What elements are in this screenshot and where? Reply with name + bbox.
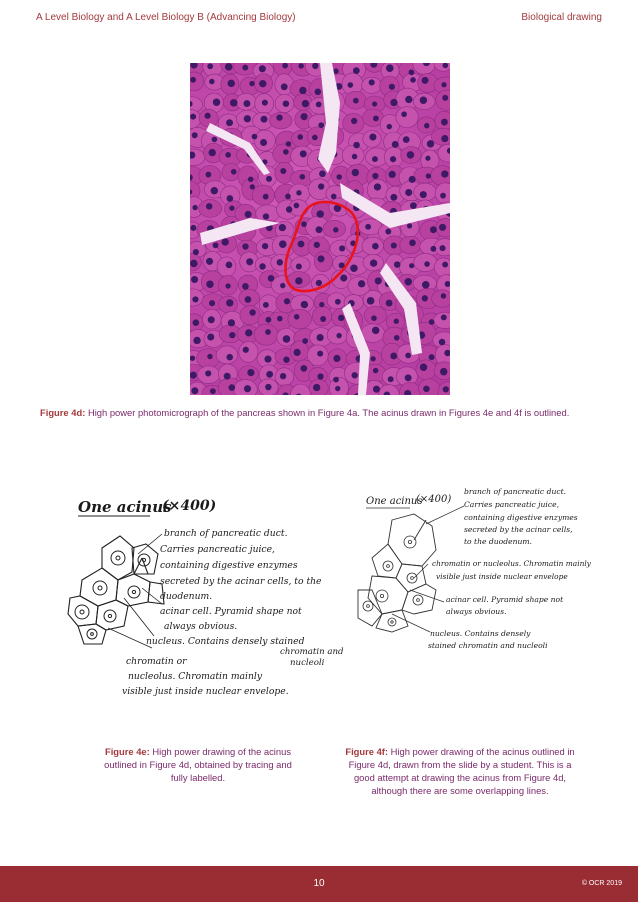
nucleus <box>358 280 365 287</box>
nucleus <box>206 258 213 265</box>
nucleus <box>265 329 271 335</box>
nucleus <box>315 88 322 95</box>
nucleus <box>423 386 430 393</box>
nucleus <box>208 316 215 323</box>
figure-4f-drawing <box>352 480 614 666</box>
nucleus <box>192 205 197 210</box>
nucleus <box>440 193 446 199</box>
nucleus <box>386 300 393 307</box>
nucleus <box>430 226 437 233</box>
nucleus <box>442 262 448 268</box>
nucleus <box>226 119 233 126</box>
nucleus <box>277 316 283 322</box>
nucleus <box>390 353 397 360</box>
nucleus <box>301 301 308 308</box>
nucleus <box>300 150 307 157</box>
tissue-cell <box>216 346 238 364</box>
nucleus <box>260 139 267 146</box>
nucleus <box>439 339 446 346</box>
nucleus <box>277 259 283 265</box>
nuclei-4f <box>363 536 423 626</box>
nucleus <box>316 226 323 233</box>
nucleus <box>372 101 377 106</box>
nucleus <box>301 221 307 227</box>
label-nucleus-1: nucleus. Contains densely stained <box>146 636 305 647</box>
nucleus <box>370 260 377 267</box>
nucleus <box>420 97 427 104</box>
nucleus <box>390 156 396 162</box>
nucleus <box>394 335 400 341</box>
nucleus <box>192 296 198 302</box>
tissue-cell <box>288 309 312 329</box>
nucleus <box>192 132 198 138</box>
nucleus <box>424 123 429 128</box>
nucleus <box>280 168 286 174</box>
nucleus <box>367 297 375 305</box>
nucleus <box>213 98 220 105</box>
nucleus <box>190 114 196 120</box>
nucleus <box>225 283 230 288</box>
nucleus <box>410 77 416 83</box>
nucleus <box>317 210 324 217</box>
nucleus <box>401 111 407 117</box>
nucleus <box>224 373 231 380</box>
nucleus <box>335 386 340 391</box>
tissue-cell <box>314 251 332 271</box>
nucleus <box>286 141 291 146</box>
header-document-title: A Level Biology and A Level Biology B (Advancing Biology) <box>36 12 296 23</box>
nucleus <box>229 332 235 338</box>
tissue-cell <box>239 342 258 363</box>
nucleus <box>352 154 358 160</box>
nucleus <box>317 334 324 341</box>
nucleus <box>209 149 216 156</box>
page-footer <box>0 866 638 902</box>
figure-4e-magnification: (×400) <box>162 498 217 514</box>
nucleus <box>225 63 233 71</box>
nucleus <box>372 173 378 179</box>
nucleus <box>426 173 431 178</box>
tissue-cell <box>396 106 418 127</box>
tissue-cell <box>364 306 386 324</box>
label-cell-2: always obvious. <box>446 607 507 616</box>
nucleus <box>300 365 307 372</box>
nucleus <box>422 281 430 289</box>
nucleus <box>249 309 255 315</box>
acinus-cells-4f <box>358 514 436 632</box>
nucleus <box>210 388 216 394</box>
nucleus <box>294 203 300 209</box>
nucleus <box>302 338 308 344</box>
nucleus <box>296 263 302 269</box>
nucleus <box>193 319 200 326</box>
nucleus <box>263 194 269 200</box>
nucleus <box>317 373 323 379</box>
nucleus <box>333 227 338 232</box>
nucleus <box>312 135 318 141</box>
nucleus <box>407 151 414 158</box>
nucleus <box>316 102 322 108</box>
label-nucleus-1: nucleus. Contains densely <box>430 629 531 638</box>
nucleus <box>353 142 359 148</box>
nucleus <box>408 69 414 75</box>
figure-4e-caption <box>96 745 300 784</box>
nucleus <box>333 355 340 362</box>
nucleus <box>425 156 430 161</box>
nucleus <box>370 356 375 361</box>
nucleus <box>242 283 249 290</box>
label-duct-2: Carries pancreatic juice, <box>160 544 275 555</box>
nucleus <box>259 80 266 87</box>
nucleus <box>422 295 428 301</box>
nucleus <box>227 195 234 202</box>
nucleus <box>246 258 253 265</box>
nucleus <box>283 356 289 362</box>
nucleus <box>373 368 378 373</box>
nucleus <box>385 229 391 235</box>
nucleus <box>211 187 218 194</box>
nucleus <box>226 262 233 269</box>
nucleus <box>375 277 382 284</box>
nucleus <box>429 354 435 360</box>
label-cell-1: acinar cell. Pyramid shape not <box>446 595 564 604</box>
nucleus <box>243 100 250 107</box>
nucleus <box>259 65 266 72</box>
nucleus <box>420 191 427 198</box>
nucleus <box>336 333 341 338</box>
nucleus <box>282 63 288 69</box>
nucleus <box>279 240 287 248</box>
nucleus <box>266 317 272 323</box>
label-chromatin-2: visible just inside nuclear envelope <box>436 572 568 581</box>
nucleus <box>373 386 380 393</box>
nucleus <box>405 189 412 196</box>
label-duct-1: branch of pancreatic duct. <box>464 487 567 496</box>
nucleus <box>191 387 198 394</box>
nucleus <box>443 386 449 392</box>
nucleus <box>300 174 306 180</box>
nucleus <box>429 319 435 325</box>
nucleus <box>441 135 448 142</box>
nucleus <box>259 263 265 269</box>
tissue-cell <box>329 377 348 395</box>
nucleus <box>228 80 235 87</box>
nucleus <box>336 174 341 179</box>
nucleus <box>190 225 196 231</box>
figure-4f-title: One acinus <box>366 496 423 507</box>
nucleus <box>441 82 446 87</box>
nucleus <box>250 184 255 189</box>
nucleus <box>427 140 434 147</box>
nucleus <box>263 213 269 219</box>
nucleus <box>299 87 306 94</box>
acinus-cells-4e <box>68 536 164 644</box>
nucleus <box>213 242 219 248</box>
nucleus <box>244 115 251 122</box>
nucleus <box>340 275 347 282</box>
nucleus <box>221 238 228 245</box>
nucleus <box>312 63 318 69</box>
nucleus <box>262 243 268 249</box>
label-nucleus-2: chromatin and <box>280 647 344 657</box>
label-nucleus-3: nucleoli <box>290 658 325 668</box>
label-duct-4: secreted by the acinar cells, to the <box>160 576 322 587</box>
nucleus <box>247 369 254 376</box>
nucleus <box>318 183 324 189</box>
nucleus <box>348 82 354 88</box>
nucleus <box>191 276 198 283</box>
nucleus <box>317 351 323 357</box>
label-duct-2: Carries pancreatic juice, <box>464 500 559 509</box>
page-number: 10 <box>313 878 325 889</box>
nucleus <box>335 299 341 305</box>
nucleus <box>405 353 411 359</box>
nucleus <box>391 242 397 248</box>
label-cell-1: acinar cell. Pyramid shape not <box>160 606 302 617</box>
tissue-cell <box>240 306 260 325</box>
nucleus <box>265 384 271 390</box>
nucleus <box>439 224 446 231</box>
nucleus <box>430 246 436 252</box>
nucleus <box>372 156 378 162</box>
figure-4d-photomicrograph <box>190 63 450 395</box>
label-duct-3: containing digestive enzymes <box>160 560 298 571</box>
nucleus <box>280 283 285 288</box>
nucleus <box>285 194 291 200</box>
figure-4f-caption <box>342 745 578 797</box>
nucleus <box>319 170 326 177</box>
figure-4e-label: Figure 4e: <box>104 746 150 757</box>
nucleus <box>339 245 345 251</box>
nucleus <box>389 84 395 90</box>
tissue-cell <box>312 306 331 326</box>
figure-4d-caption-text: High power photomicrograph of the pancreas shown in Figure 4a. The acinus drawn in Figures 4e and 4f is outlined. <box>87 407 570 418</box>
nucleus <box>245 329 252 336</box>
nucleus <box>252 134 258 140</box>
tissue-cell <box>254 324 278 345</box>
nucleus <box>405 374 412 381</box>
nucleus <box>440 245 446 251</box>
nucleus <box>369 79 375 85</box>
nucleus <box>205 172 211 178</box>
label-nucleus-2: stained chromatin and nucleoli <box>428 641 548 650</box>
nucleus <box>424 261 430 267</box>
nucleus <box>319 302 324 307</box>
nucleus <box>209 300 215 306</box>
nucleus <box>394 319 399 324</box>
figure-4e-caption-text: High power drawing of the acinus outlined in Figure 4d, obtained by tracing and fully labelled. <box>104 746 292 783</box>
nucleus <box>353 67 360 74</box>
nucleus <box>390 194 397 201</box>
nucleus <box>351 118 357 124</box>
nucleus <box>242 243 248 249</box>
nucleus <box>389 171 396 178</box>
nucleus <box>297 134 303 140</box>
tissue-cell <box>432 290 450 307</box>
nucleus <box>193 249 199 255</box>
label-cell-2: always obvious. <box>164 621 238 632</box>
nucleus <box>405 96 412 103</box>
nucleus <box>284 298 290 304</box>
label-chromatin-1: chromatin or nucleolus. Chromatin mainly <box>432 559 591 568</box>
nucleus <box>338 315 344 321</box>
nucleus <box>212 137 218 143</box>
nucleus <box>249 81 254 86</box>
nucleus <box>441 314 447 320</box>
nucleus <box>244 385 251 392</box>
nucleus <box>205 113 211 119</box>
label-duct-4: secreted by the acinar cells, <box>464 525 573 534</box>
nucleus <box>266 371 273 378</box>
nucleus <box>228 319 235 326</box>
label-chromatin-3: visible just inside nuclear envelope. <box>122 686 289 697</box>
nucleus <box>263 302 269 308</box>
nucleus <box>302 100 309 107</box>
nucleus <box>206 203 212 209</box>
nucleus <box>392 141 399 148</box>
nucleus <box>420 364 427 371</box>
nucleus <box>283 335 291 343</box>
nucleus <box>190 260 198 268</box>
nucleus <box>206 280 213 287</box>
label-duct-3: containing digestive enzymes <box>464 513 578 522</box>
nucleus <box>261 116 268 123</box>
label-chromatin-2: nucleolus. Chromatin mainly <box>128 671 262 682</box>
nucleus <box>283 149 289 155</box>
nucleus <box>314 242 320 248</box>
nucleus <box>405 278 412 285</box>
nucleus <box>372 327 379 334</box>
nucleus <box>352 169 359 176</box>
nucleus <box>317 255 324 262</box>
figure-4e-drawing <box>62 488 347 700</box>
nucleus <box>320 316 326 322</box>
nucleus <box>409 263 414 268</box>
nucleus <box>369 133 376 140</box>
nucleus <box>403 136 410 143</box>
figure-4e-title: One acinus <box>78 498 172 516</box>
nucleus <box>387 124 392 129</box>
nucleus <box>242 65 248 71</box>
nucleus <box>243 347 249 353</box>
nucleus <box>441 119 448 126</box>
nucleus <box>228 384 235 391</box>
nucleus <box>388 376 394 382</box>
nucleus <box>226 299 233 306</box>
nucleus <box>353 98 359 104</box>
nucleus <box>441 293 446 298</box>
nucleus <box>295 277 302 284</box>
nucleus <box>225 152 231 158</box>
label-duct-5: duodenum. <box>160 591 213 602</box>
header-section-title: Biological drawing <box>521 12 602 23</box>
nucleus <box>371 315 377 321</box>
nucleus <box>390 99 397 106</box>
nucleus <box>281 83 288 90</box>
nucleus <box>205 370 211 376</box>
nucleus <box>316 280 322 286</box>
nucleus <box>409 240 416 247</box>
nucleus <box>394 261 400 267</box>
nucleus <box>264 356 271 363</box>
figure-4d-label: Figure 4d: <box>40 407 86 418</box>
nucleus <box>279 224 286 231</box>
nucleus <box>440 368 447 375</box>
nucleus <box>231 169 237 175</box>
nucleus <box>280 373 286 379</box>
nucleus <box>372 243 379 250</box>
nucleus <box>207 333 214 340</box>
label-duct-1: branch of pancreatic duct. <box>164 528 288 539</box>
nucleus <box>296 190 301 195</box>
nucleus <box>386 64 394 72</box>
nucleus <box>298 63 303 68</box>
label-duct-5: to the duodenum. <box>464 537 532 546</box>
nucleus <box>262 100 268 106</box>
nucleus <box>209 79 214 84</box>
nucleus <box>207 63 213 69</box>
nucleus <box>365 224 371 230</box>
nucleus <box>318 122 324 128</box>
nucleus <box>374 183 381 190</box>
nucleus <box>352 372 358 378</box>
nucleus <box>422 77 429 84</box>
nucleus <box>245 296 252 303</box>
nucleus <box>350 264 358 272</box>
nucleus <box>373 116 379 122</box>
nucleus <box>294 314 300 320</box>
nucleus <box>230 99 238 107</box>
figure-4d-caption <box>40 407 620 419</box>
figure-4f-label: Figure 4f: <box>345 746 389 757</box>
nucleus <box>268 275 275 282</box>
nucleus <box>207 354 212 359</box>
tissue-cell <box>434 258 450 277</box>
label-chromatin-1: chromatin or <box>126 656 187 667</box>
nucleus <box>333 377 339 383</box>
figure-4f-magnification: (×400) <box>416 494 452 505</box>
nucleus <box>293 349 300 356</box>
nucleus <box>276 114 282 120</box>
copyright-notice: © OCR 2019 <box>581 880 622 887</box>
nucleus <box>226 354 233 361</box>
nucleus <box>301 113 308 120</box>
nucleus <box>190 77 196 83</box>
nucleus <box>283 100 289 106</box>
nucleus <box>441 170 448 177</box>
nucleus <box>248 177 253 182</box>
nucleus <box>286 206 292 212</box>
nucleus <box>410 202 417 209</box>
nucleus <box>409 176 416 183</box>
nucleus <box>266 176 272 182</box>
nucleus <box>313 384 320 391</box>
nucleus <box>442 95 448 101</box>
nucleus <box>193 337 200 344</box>
nucleus <box>407 223 412 228</box>
nucleus <box>298 241 305 248</box>
figure-4f-caption-text: High power drawing of the acinus outlined in Figure 4d, drawn from the slide by a student. This is a good attempt at drawing the acinus from Figure 4d, although there are some overlapping lines. <box>348 746 575 796</box>
nucleus <box>229 205 234 210</box>
nucleus <box>245 211 252 218</box>
nucleus <box>331 194 337 200</box>
